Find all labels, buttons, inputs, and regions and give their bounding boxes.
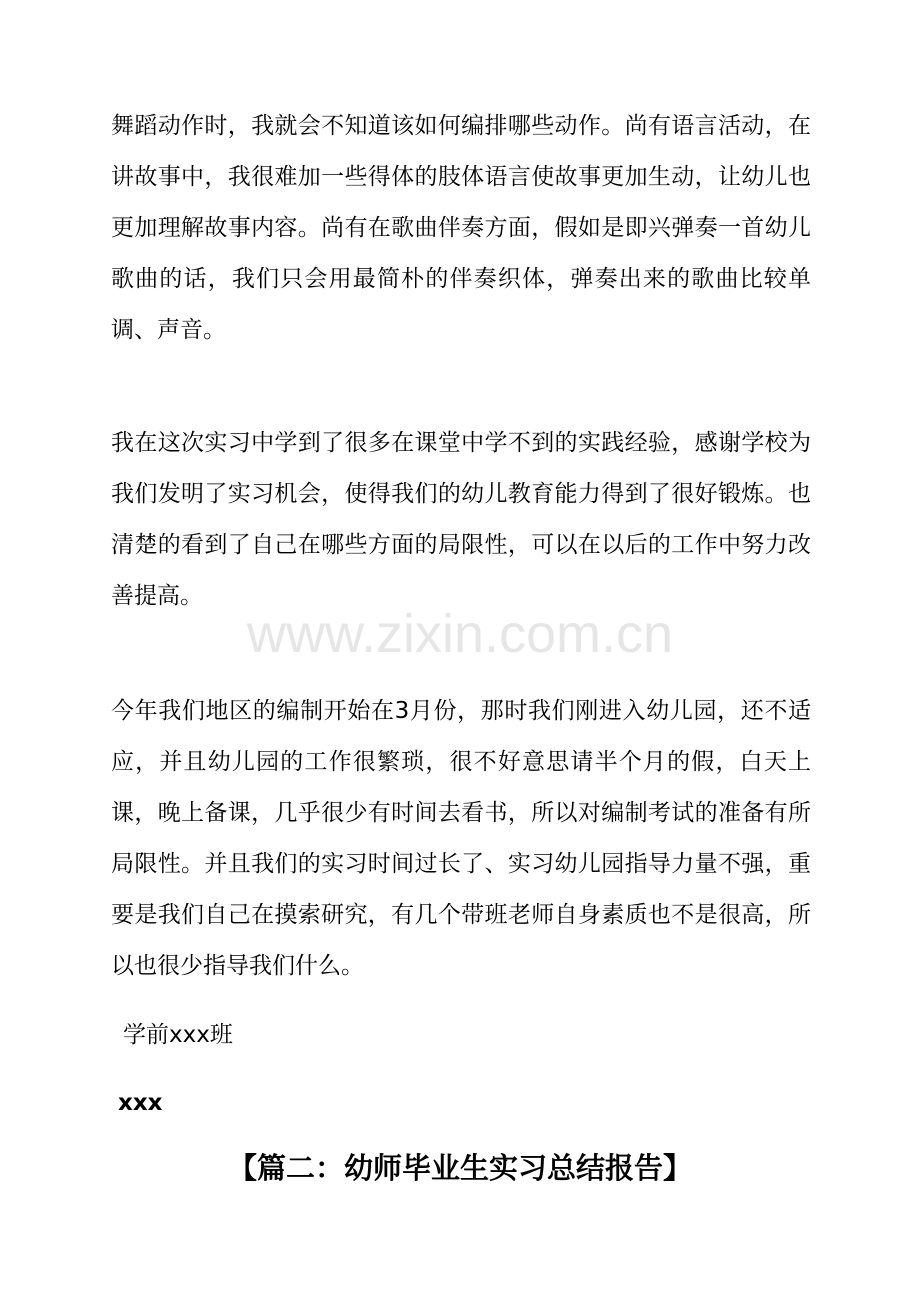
signature-class: 学前xxx班 xyxy=(123,1022,233,1048)
section-heading: 【篇二：幼师毕业生实习总结报告】 xyxy=(227,1151,692,1185)
body-paragraph-3: 今年我们地区的编制开始在3月份，那时我们刚进入幼儿园，还不适应，并且幼儿园的工作很繁琐，很不好意思请半个月的假，白天上课，晚上备课，几乎很少有时间去看书，所以对编制考试的准备有所局限性。并且我们的实习时间过长了、实习幼儿园指导力量不强，重要是我们自己在摸索研究，有几个带班老师自身素质也不是很高，所以也很少指导我们什么。 xyxy=(111,698,811,979)
body-paragraph-1: 舞蹈动作时，我就会不知道该如何编排哪些动作。尚有语言活动，在讲故事中，我很难加一些得体的肢体语言使故事更加生动，让幼儿也更加理解故事内容。尚有在歌曲伴奏方面，假如是即兴弹奏一首幼儿歌曲的话，我们只会用最简朴的伴奏织体，弹奏出来的歌曲比较单调、声音。 xyxy=(111,113,811,343)
signature-name: xxx xyxy=(118,1090,163,1116)
body-paragraph-2: 我在这次实习中学到了很多在课堂中学不到的实践经验，感谢学校为我们发明了实习机会，使得我们的幼儿教育能力得到了很好锻炼。也清楚的看到了自己在哪些方面的局限性，可以在以后的工作中努力改善提高。 xyxy=(111,430,811,609)
watermark: www.zixin.com.cn xyxy=(246,604,674,664)
